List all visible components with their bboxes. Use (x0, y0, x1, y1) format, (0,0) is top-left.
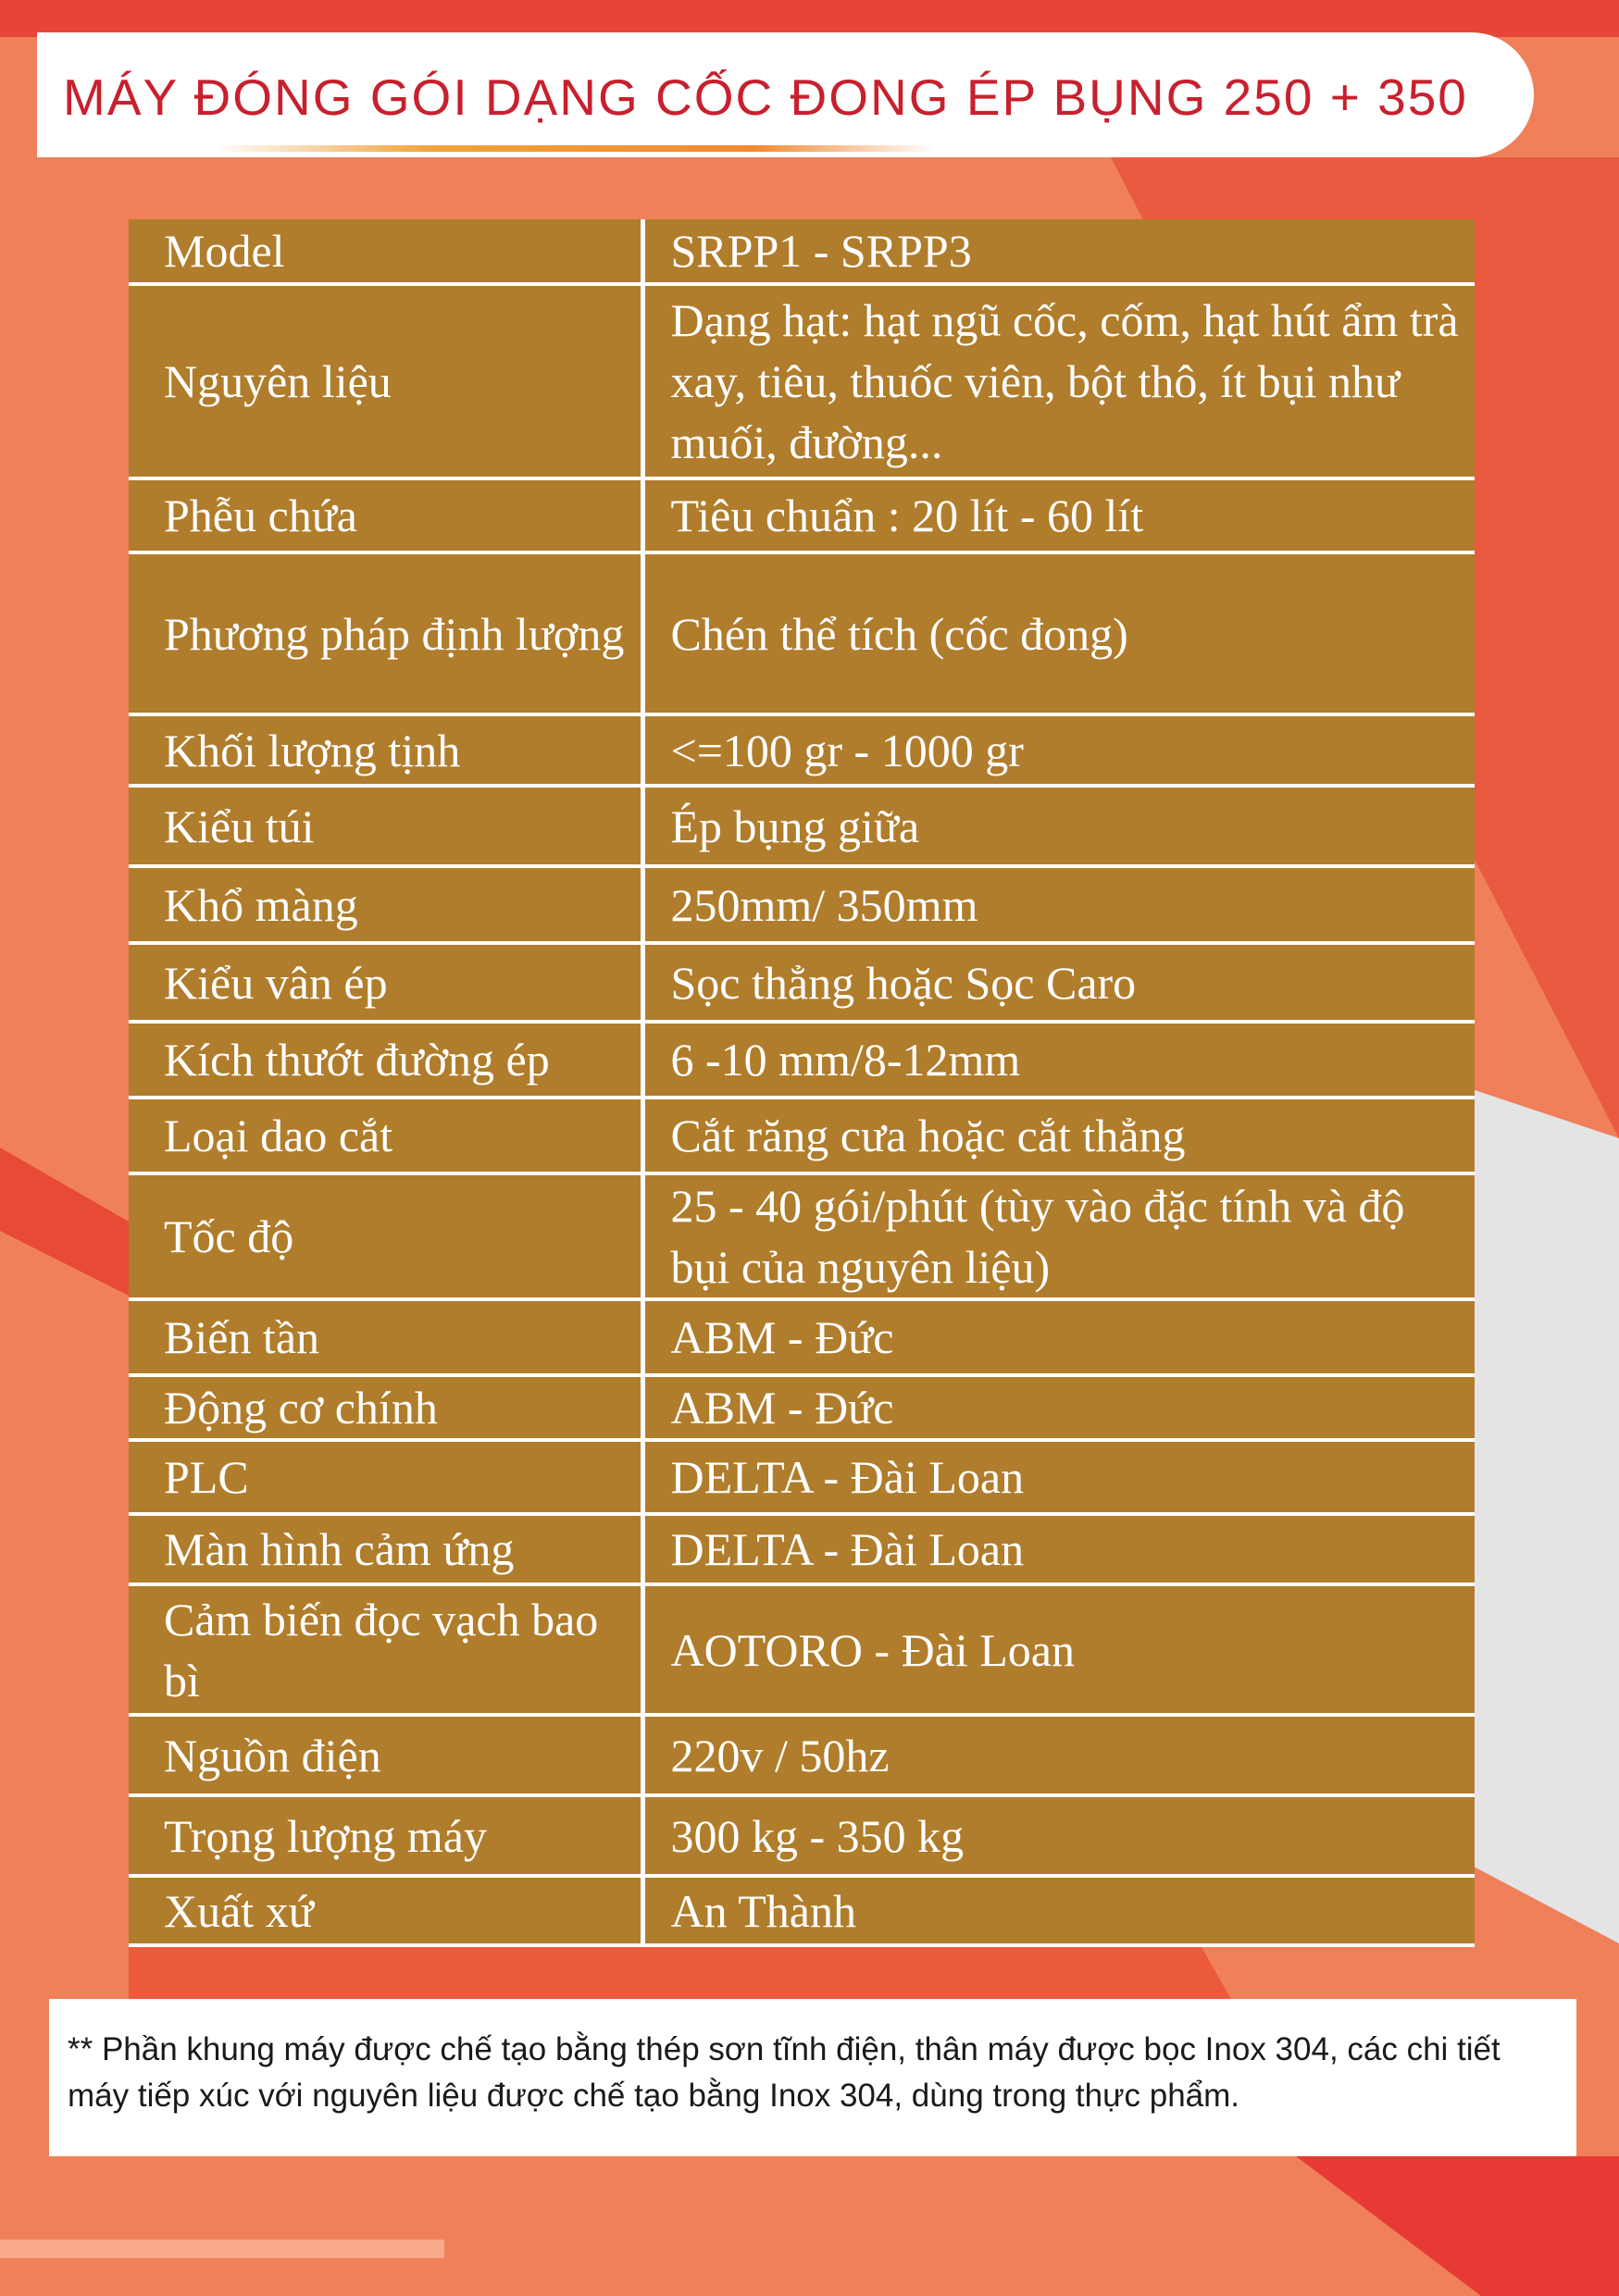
table-row (129, 1022, 1475, 1098)
spec-label: PLC (129, 1440, 642, 1514)
footnote-text: ** Phần khung máy được chế tạo bằng thép sơn tĩnh điện, thân máy được bọc Inox 304, các chi tiết máy tiếp xúc với nguyên liệu được chế tạo bằng Inox 304, dùng trong thực phẩm. (68, 2031, 1501, 2114)
table-row (129, 1715, 1475, 1795)
background-bottom-light-band (0, 2240, 444, 2258)
table-row (129, 1795, 1475, 1876)
table-row (129, 1098, 1475, 1173)
spec-value: Ép bụng giữa (642, 786, 1475, 866)
spec-value: 300 kg - 350 kg (642, 1795, 1475, 1876)
spec-value: 220v / 50hz (642, 1715, 1475, 1795)
spec-value: DELTA - Đài Loan (642, 1514, 1475, 1584)
spec-label: Phương pháp định lượng (129, 552, 642, 714)
spec-label: Khối lượng tịnh (129, 714, 642, 786)
spec-label: Kiểu vân ép (129, 943, 642, 1022)
spec-value: AOTORO - Đài Loan (642, 1584, 1475, 1715)
table-row (129, 552, 1475, 714)
table-row (129, 1584, 1475, 1715)
spec-label: Màn hình cảm ứng (129, 1514, 642, 1584)
table-row (129, 284, 1475, 478)
spec-label: Loại dao cắt (129, 1098, 642, 1173)
spec-value: Cắt răng cưa hoặc cắt thẳng (642, 1098, 1475, 1173)
table-row (129, 1375, 1475, 1440)
footnote-box (49, 1999, 1576, 2156)
spec-table (129, 219, 1475, 1947)
page-title: MÁY ĐÓNG GÓI DẠNG CỐC ĐONG ÉP BỤNG 250 + 350 (63, 68, 1468, 126)
table-row (129, 714, 1475, 786)
spec-value: <=100 gr - 1000 gr (642, 714, 1475, 786)
spec-value: 25 - 40 gói/phút (tùy vào đặc tính và độ bụi của nguyên liệu) (642, 1173, 1475, 1299)
table-row (129, 786, 1475, 866)
table-row (129, 478, 1475, 552)
spec-label: Nguyên liệu (129, 284, 642, 478)
spec-value: Tiêu chuẩn : 20 lít - 60 lít (642, 478, 1475, 552)
spec-label: Trọng lượng máy (129, 1795, 642, 1876)
spec-label: Kiểu túi (129, 786, 642, 866)
spec-label: Động cơ chính (129, 1375, 642, 1440)
title-underline (213, 145, 935, 152)
title-banner (37, 32, 1534, 157)
background-top-red-band (0, 0, 1619, 37)
table-row (129, 943, 1475, 1022)
spec-value: Dạng hạt: hạt ngũ cốc, cốm, hạt hút ẩm trà xay, tiêu, thuốc viên, bột thô, ít bụi như muối, đường... (642, 284, 1475, 478)
spec-label: Nguồn điện (129, 1715, 642, 1795)
spec-value: An Thành (642, 1876, 1475, 1945)
spec-value: ABM - Đức (642, 1375, 1475, 1440)
table-row (129, 1299, 1475, 1375)
table-row (129, 1876, 1475, 1945)
spec-label: Kích thướt đường ép (129, 1022, 642, 1098)
spec-label: Cảm biến đọc vạch bao bì (129, 1584, 642, 1715)
spec-value: DELTA - Đài Loan (642, 1440, 1475, 1514)
spec-value: 250mm/ 350mm (642, 866, 1475, 943)
spec-value: SRPP1 - SRPP3 (642, 219, 1475, 284)
spec-value: ABM - Đức (642, 1299, 1475, 1375)
spec-value: Chén thể tích (cốc đong) (642, 552, 1475, 714)
spec-label: Tốc độ (129, 1173, 642, 1299)
table-row (129, 1514, 1475, 1584)
spec-label: Xuất xứ (129, 1876, 642, 1945)
spec-label: Model (129, 219, 642, 284)
table-row (129, 219, 1475, 284)
table-row (129, 866, 1475, 943)
table-row (129, 1173, 1475, 1299)
spec-label: Khổ màng (129, 866, 642, 943)
table-row (129, 1440, 1475, 1514)
spec-value: 6 -10 mm/8-12mm (642, 1022, 1475, 1098)
spec-label: Biến tần (129, 1299, 642, 1375)
spec-label: Phễu chứa (129, 478, 642, 552)
spec-value: Sọc thẳng hoặc Sọc Caro (642, 943, 1475, 1022)
